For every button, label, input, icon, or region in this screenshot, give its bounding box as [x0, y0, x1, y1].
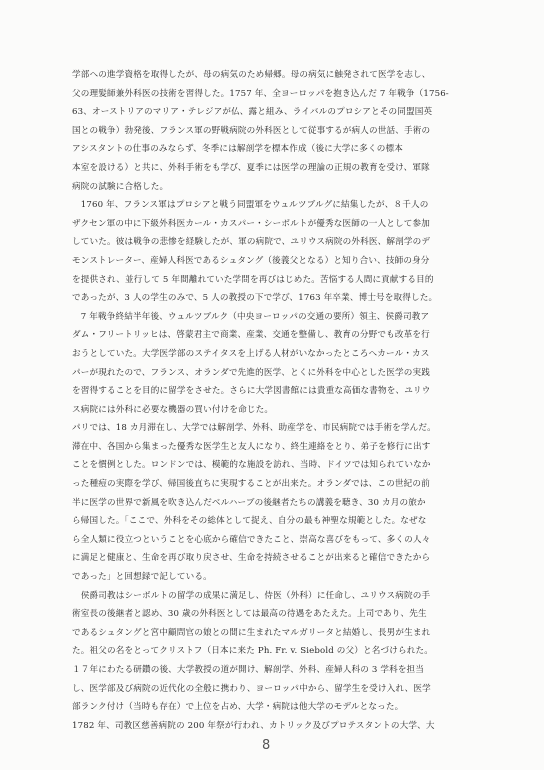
page-number: 8: [262, 738, 271, 753]
text-line: パーが現れたので、フランス、オランダで先進的医学、とくに外科を中心とした医学の実践: [72, 367, 430, 378]
text-line: ら帰国した。「ここで、外科をその総体として捉え、自分の最も神聖な規範とした。なぜな: [72, 516, 427, 527]
text-line: 1782 年、司教区慈善病院の 200 年祭が行われ、カトリック及びプロテスタントの大学、大: [72, 720, 435, 731]
text-line: パリでは、18 カ月滞在し、大学では解剖学、外科、助産学を、市民病院では手術を学んだ。: [72, 423, 436, 434]
text-line: であったが、3 人の学生のみで、5 人の教授の下で学び、1763 年卒業、博士号を取得した。: [72, 293, 438, 304]
text-line: 本室を設ける）と共に、外科手術をも学び、夏季には医学の理論の正規の教育を受け、軍隊: [72, 162, 430, 173]
text-line: し、医学部及び病院の近代化の全般に携わり、ヨーロッパ中から、留学生を受け入れ、医学: [72, 683, 431, 694]
text-line: モンストレーター、産婦人科医であるシュタング（後義父となる）と知り合い、技師の身分: [72, 255, 430, 266]
text-line: 侯爵司教はシーボルトの留学の成果に満足し、侍医（外科）に任命し、ユリウス病院の手: [72, 590, 431, 601]
text-line: 63、オーストリアのマリア・テレジアが仏、露と組み、ライバルのプロシアとその同盟国英: [72, 107, 433, 118]
text-line: ことを慣例とした。ロンドンでは、模範的な施設を訪れ、当時、ドイツでは知られていなか: [72, 460, 431, 471]
text-line: を習得することを目的に留学をさせた。さらに大学図書館には貴重な高価な書物を、ユリウ: [72, 386, 431, 397]
text-line: ザクセン軍の中に下級外科医カール・カスパー・シーボルトが優秀な医師の一人として参加: [72, 218, 430, 229]
text-line: に満足と健康と、生命を再び取り戻させ、生命を持続させることが出来ると確信できたから: [72, 553, 431, 564]
text-line: 7 年戦争終結半年後、ウュルツブルク（中央ヨーロッパの交通の要所）領主、侯爵司教ア: [72, 311, 430, 322]
text-line: ス病院には外科に必要な機器の買い付けを命じた。: [72, 404, 274, 415]
text-line: アシスタントの仕事のみならず、冬季には解剖学を標本作成（後に大学に多くの標本: [72, 144, 403, 155]
text-line: 半に医学の世界で新風を吹き込んだベルハーブの後継者たちの講義を聴き、30 カ月の旅か: [72, 497, 426, 508]
text-line: 1760 年、フランス軍はプロシアと戦う同盟軍をウュルツブルグに結集したが、８千人の: [72, 200, 429, 211]
text-line: った種痘の実際を学び、帰国後直ちに実現することが出来た。オランダでは、この世紀の前: [72, 479, 430, 490]
text-line: おうとしていた。大学医学部のステイタスを上げる人材がいなかったところへカール・カス: [72, 348, 430, 359]
text-line: 学部への進学資格を取得したが、母の病気のため帰郷。母の病気に触発されて医学を志し、: [72, 70, 431, 80]
text-line: 国との戦争）勃発後、フランス軍の野戦病院の外科医として従事するが病人の世話、手術の: [72, 125, 431, 136]
text-line: ら全人類に役立つということを心底から確信できたこと、崇高な喜びをもって、多くの人々: [72, 534, 431, 545]
text-line: ダム・フリートリッヒは、啓蒙君主で商業、産業、交通を整備し、教育の分野でも改革を行: [72, 330, 430, 341]
text-line: １７年にわたる研鑽の後、大学教授の道が開け、解剖学、外科、産婦人科の 3 学科を担当: [72, 665, 425, 675]
body-text: [72, 66, 492, 735]
text-line: 部ランク付け（当時も存在）で上位を占め、大学・病院は他大学のモデルとなった。: [72, 702, 404, 713]
text-line: 父の理髪師兼外科医の技術を習得した。1757 年、全ヨーロッパを抱き込んだ 7 年戦争（1756-: [72, 88, 449, 99]
text-line: であるシュタングと宮中顧問官の娘との間に生まれたマルガリータと結婚し、長男が生まれ: [72, 627, 431, 638]
text-line: を提供され、並行して 5 年間離れていた学問を再びはじめた。苦悩する人間に貢献する目的: [72, 274, 434, 285]
text-line: であった」と回想録で記している。: [72, 572, 212, 583]
text-line: していた。彼は戦争の悲惨を経験したが、軍の病院で、ユリウス病院の外科医、解剖学のデ: [72, 237, 431, 248]
text-line: 術室長の後継者と認め、30 歳の外科医としては最高の待遇をあたえた。上司であり、先生: [72, 609, 427, 620]
text-line: 滞在中、各国から集まった優秀な医学生と友人になり、終生連絡をとり、弟子を修行に出す: [72, 441, 431, 452]
text-line: た。祖父の名をとってクリストフ（日本に来た Ph. Fr. v. Siebold の父）と名づけられた。: [72, 646, 433, 657]
text-line: 病院の試験に合格した。: [72, 181, 169, 192]
